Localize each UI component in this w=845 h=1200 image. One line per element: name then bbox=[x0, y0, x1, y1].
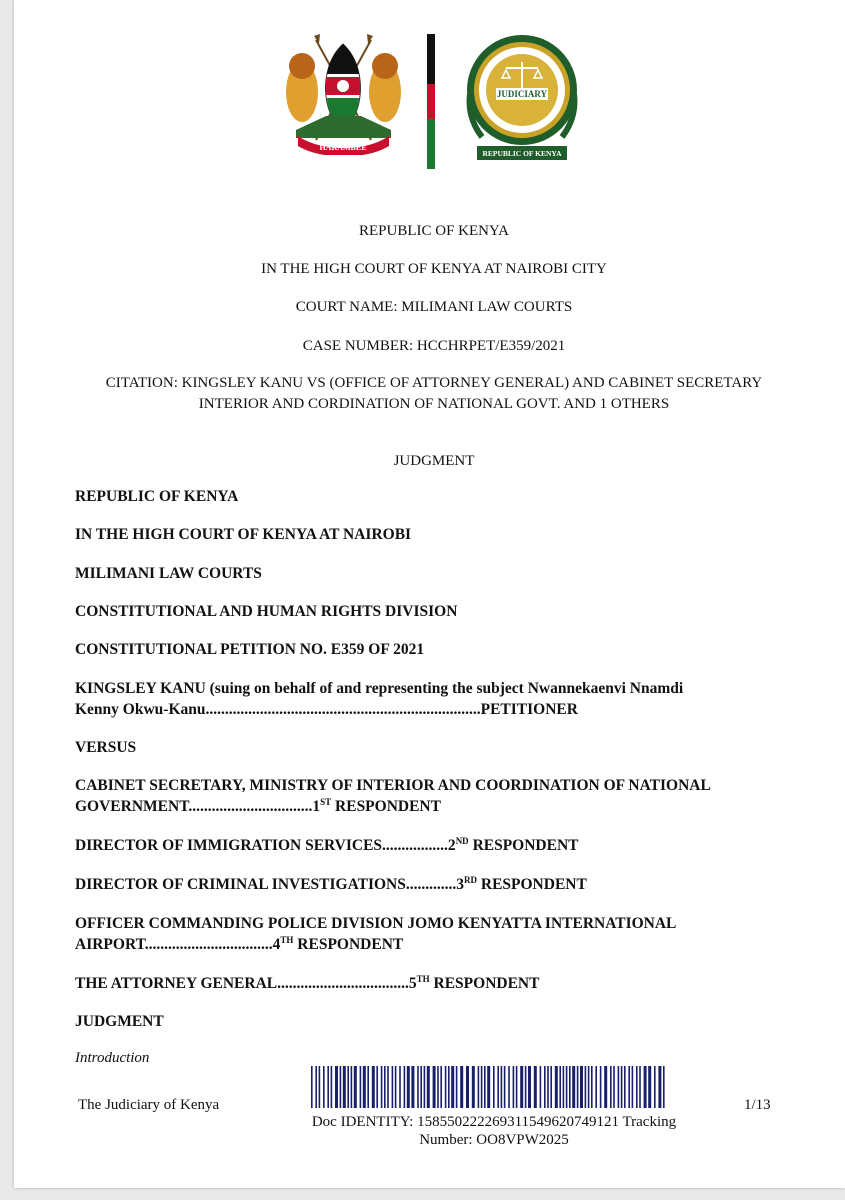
kenya-coat-of-arms-icon bbox=[276, 30, 411, 155]
barcode-bar bbox=[395, 1066, 397, 1108]
respondent4-line1: OFFICER COMMANDING POLICE DIVISION JOMO KENYATTA INTERNATIONAL bbox=[75, 915, 677, 932]
body-division: CONSTITUTIONAL AND HUMAN RIGHTS DIVISION bbox=[75, 603, 458, 620]
barcode-bar bbox=[588, 1066, 590, 1108]
header-republic: REPUBLIC OF KENYA bbox=[358, 223, 509, 239]
barcode-bar bbox=[484, 1066, 486, 1108]
barcode-bar bbox=[323, 1066, 325, 1108]
barcode-bar bbox=[600, 1066, 602, 1108]
barcode-bar bbox=[448, 1066, 450, 1108]
footer-page-number: 1/13 bbox=[744, 1097, 771, 1113]
barcode-bar bbox=[563, 1066, 565, 1108]
barcode-bar bbox=[559, 1066, 561, 1108]
barcode-bar bbox=[363, 1066, 366, 1108]
header-citation-line1: CITATION: KINGSLEY KANU VS (OFFICE OF ATTORNEY GENERAL) AND CABINET SECRETARY bbox=[105, 375, 763, 391]
body-republic: REPUBLIC OF KENYA bbox=[75, 488, 239, 505]
header-judgment: JUDGMENT bbox=[393, 453, 475, 469]
barcode-bar bbox=[648, 1066, 651, 1108]
barcode-bar bbox=[472, 1066, 475, 1108]
barcode-bar bbox=[501, 1066, 503, 1108]
seal-title: JUDICIARY bbox=[496, 89, 548, 99]
barcode-bar bbox=[407, 1066, 410, 1108]
respondent4-line2: AIRPORT.................................4TH RESPONDENT bbox=[75, 934, 404, 953]
barcode-bar bbox=[508, 1066, 510, 1108]
barcode-bar bbox=[639, 1066, 641, 1108]
respondent2: DIRECTOR OF IMMIGRATION SERVICES.................2ND RESPONDENT bbox=[75, 835, 579, 854]
barcode-bar bbox=[610, 1066, 612, 1108]
barcode-bar bbox=[566, 1066, 568, 1108]
barcode-bar bbox=[504, 1066, 506, 1108]
body-law-courts: MILIMANI LAW COURTS bbox=[75, 565, 262, 582]
barcode-bar bbox=[445, 1066, 447, 1108]
body-judgment-heading: JUDGMENT bbox=[75, 1013, 164, 1030]
barcode-bar bbox=[466, 1066, 469, 1108]
barcode-bar bbox=[520, 1066, 523, 1108]
barcode-bar bbox=[360, 1066, 362, 1108]
respondent3: DIRECTOR OF CRIMINAL INVESTIGATIONS.............3RD RESPONDENT bbox=[75, 874, 587, 893]
barcode-bar bbox=[327, 1066, 329, 1108]
barcode-bar bbox=[572, 1066, 575, 1108]
barcode-bar bbox=[585, 1066, 587, 1108]
barcode-bar bbox=[591, 1066, 593, 1108]
barcode-bar bbox=[404, 1066, 406, 1108]
barcode-bar bbox=[351, 1066, 353, 1108]
barcode-bar bbox=[372, 1066, 375, 1108]
barcode-bar bbox=[621, 1066, 623, 1108]
barcode-bar bbox=[632, 1066, 634, 1108]
barcode-bar bbox=[613, 1066, 615, 1108]
respondent1-line2: GOVERNMENT................................1ST RESPONDENT bbox=[75, 796, 441, 815]
header-court: IN THE HIGH COURT OF KENYA AT NAIROBI CITY bbox=[261, 261, 607, 277]
coat-motto: HARAMBEE bbox=[319, 143, 367, 152]
barcode-bar bbox=[460, 1066, 463, 1108]
barcode-bar bbox=[534, 1066, 537, 1108]
barcode-bar bbox=[335, 1066, 338, 1108]
barcode-bar bbox=[497, 1066, 499, 1108]
barcode-bar bbox=[595, 1066, 597, 1108]
barcode-bar bbox=[392, 1066, 394, 1108]
body-versus: VERSUS bbox=[75, 739, 137, 756]
barcode-bar bbox=[319, 1066, 321, 1108]
barcode-bar bbox=[636, 1066, 638, 1108]
document-page bbox=[14, 0, 845, 1188]
barcode-bar bbox=[580, 1066, 583, 1108]
barcode-bar bbox=[624, 1066, 626, 1108]
barcode-bar bbox=[311, 1066, 313, 1108]
barcode-bar bbox=[451, 1066, 454, 1108]
footer-judiciary: The Judiciary of Kenya bbox=[78, 1097, 220, 1113]
header-case-number: CASE NUMBER: HCCHRPET/E359/2021 bbox=[302, 338, 566, 354]
barcode-bar bbox=[387, 1066, 389, 1108]
barcode-bar bbox=[315, 1066, 317, 1108]
barcode-bar bbox=[456, 1066, 458, 1108]
barcode-icon bbox=[311, 1066, 667, 1108]
barcode-bar bbox=[427, 1066, 430, 1108]
barcode-bar bbox=[525, 1066, 527, 1108]
barcode-bar bbox=[654, 1066, 656, 1108]
doc-identity-line: Doc IDENTITY: 158550222269311549620749121 Tracking bbox=[311, 1114, 677, 1130]
barcode-bar bbox=[555, 1066, 558, 1108]
barcode-bar bbox=[384, 1066, 386, 1108]
barcode-bar bbox=[420, 1066, 422, 1108]
barcode-bar bbox=[399, 1066, 401, 1108]
barcode-bar bbox=[437, 1066, 439, 1108]
barcode-bar bbox=[417, 1066, 419, 1108]
barcode-bar bbox=[644, 1066, 647, 1108]
barcode-bar bbox=[493, 1066, 495, 1108]
barcode-bar bbox=[547, 1066, 549, 1108]
barcode-bar bbox=[658, 1066, 661, 1108]
barcode-bar bbox=[540, 1066, 542, 1108]
barcode-bar bbox=[331, 1066, 333, 1108]
barcode-bar bbox=[618, 1066, 620, 1108]
body-petition-number: CONSTITUTIONAL PETITION NO. E359 OF 2021 bbox=[75, 641, 425, 658]
barcode-bar bbox=[481, 1066, 483, 1108]
header-court-name: COURT NAME: MILIMANI LAW COURTS bbox=[295, 299, 573, 315]
respondent5: THE ATTORNEY GENERAL..................................5TH RESPONDENT bbox=[75, 973, 540, 992]
barcode-bar bbox=[347, 1066, 349, 1108]
footer-doc-identity bbox=[269, 1113, 719, 1149]
barcode-bar bbox=[367, 1066, 369, 1108]
introduction-heading: Introduction bbox=[75, 1050, 150, 1066]
barcode-bar bbox=[528, 1066, 531, 1108]
barcode-bar bbox=[550, 1066, 552, 1108]
barcode-bar bbox=[440, 1066, 442, 1108]
barcode-bar bbox=[487, 1066, 490, 1108]
barcode-bar bbox=[340, 1066, 342, 1108]
barcode-bar bbox=[424, 1066, 426, 1108]
header-logos bbox=[276, 30, 606, 172]
header-citation-line2: INTERIOR AND CORDINATION OF NATIONAL GOVT. AND 1 OTHERS bbox=[198, 396, 670, 412]
seal-motto: REPUBLIC OF KENYA bbox=[482, 149, 562, 158]
barcode-bar bbox=[604, 1066, 607, 1108]
body-petitioner-line1: KINGSLEY KANU (suing on behalf of and representing the subject Nwannekaenvi Nnamdi bbox=[75, 680, 684, 697]
barcode-bar bbox=[513, 1066, 515, 1108]
barcode-bar bbox=[381, 1066, 383, 1108]
barcode-bar bbox=[433, 1066, 436, 1108]
respondent1-line1: CABINET SECRETARY, MINISTRY OF INTERIOR AND COORDINATION OF NATIONAL bbox=[75, 777, 711, 794]
barcode-bar bbox=[354, 1066, 357, 1108]
judiciary-seal-icon bbox=[452, 32, 592, 168]
barcode-bar bbox=[544, 1066, 546, 1108]
body-petitioner-line2: Kenny Okwu-Kanu.......................................................................PETITIONER bbox=[75, 701, 578, 718]
barcode-bar bbox=[628, 1066, 630, 1108]
barcode-bar bbox=[478, 1066, 480, 1108]
barcode-bar bbox=[663, 1066, 665, 1108]
barcode-bar bbox=[376, 1066, 378, 1108]
barcode-bar bbox=[516, 1066, 518, 1108]
kenya-flag-divider-icon bbox=[427, 34, 435, 169]
tracking-number-line: Number: OO8VPW2025 bbox=[419, 1132, 569, 1148]
barcode-bar bbox=[577, 1066, 579, 1108]
barcode-bar bbox=[569, 1066, 571, 1108]
barcode-bar bbox=[343, 1066, 346, 1108]
barcode-bar bbox=[411, 1066, 414, 1108]
body-court: IN THE HIGH COURT OF KENYA AT NAIROBI bbox=[75, 526, 412, 543]
